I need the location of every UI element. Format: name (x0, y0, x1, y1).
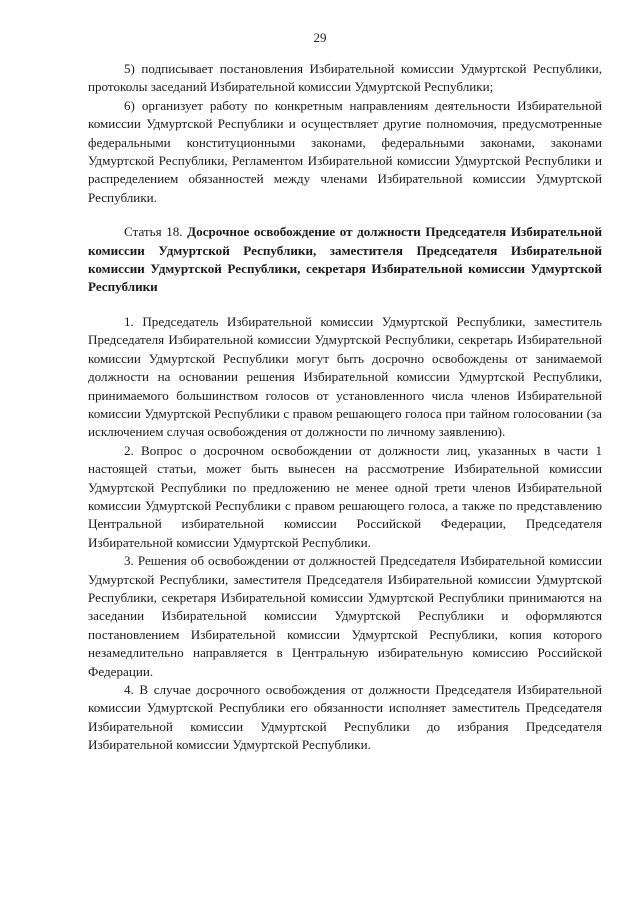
article-heading (88, 223, 602, 297)
article-paragraph-1: 1. Председатель Избирательной комиссии Удмуртской Республики, заместитель Председателя Избирательной комиссии Удмуртской Республики, секретарь Избирательной комиссии Удмуртской Республики могут быть досрочно освобождены от занимаемой должности на основании решения Избирательной комиссии Удмуртской Республики, принимаемого большинством голосов от установленного числа членов Избирательной комиссии Удмуртской Республики с правом решающего голоса при тайном голосовании (за исключением случая освобождения от должности по личному заявлению). (88, 313, 602, 440)
document-body (88, 60, 602, 755)
article-title: Досрочное освобождение от должности Председателя Избирательной комиссии Удмуртской Республики, заместителя Председателя Избирательной комиссии Удмуртской Республики, секретаря Избирательной комиссии Удмуртской Республики (88, 224, 602, 295)
article-paragraph-3: 3. Решения об освобождении от должностей Председателя Избирательной комиссии Удмуртской Республики, заместителя Председателя Избирательной комиссии Удмуртской Республики, секретаря Избирательной комиссии Удмуртской Республики принимаются на заседании Избирательной комиссии Удмуртской Республики и оформляются постановлением Избирательной комиссии Удмуртской Республики, копия которого незамедлительно направляется в Центральную избирательную комиссию Российской Федерации. (88, 553, 602, 679)
article-paragraph-2: 2. Вопрос о досрочном освобождении от должности лиц, указанных в части 1 настоящей статьи, может быть вынесен на рассмотрение Избирательной комиссии Удмуртской Республики по предложению не менее одной трети членов Избирательной комиссии Удмуртской Республики с правом решающего голоса, а также по представлению Центральной избирательной комиссии Российской Федерации, Председателя Избирательной комиссии Удмуртской Республики. (88, 442, 602, 550)
page-number: 29 (313, 30, 327, 45)
list-item-5: 5) подписывает постановления Избирательной комиссии Удмуртской Республики, протоколы заседаний Избирательной комиссии Удмуртской Республики; (88, 61, 602, 95)
list-item-6: 6) организует работу по конкретным направлениям деятельности Избирательной комиссии Удмуртской Республики и осуществляет другие полномочия, предусмотренные федеральными конституционными законами, федеральными законами, законами Удмуртской Республики, Регламентом Избирательной комиссии Удмуртской Республики и распределением обязанностей между членами Избирательной комиссии Удмуртской Республики. (88, 97, 602, 205)
article-label: Статья 18. (124, 224, 183, 240)
article-paragraph-4: 4. В случае досрочного освобождения от должности Председателя Избирательной комиссии Удмуртской Республики его обязанности исполняет заместитель Председателя Избирательной комиссии Удмуртской Республики до избрания Председателя Избирательной комиссии Удмуртской Республики. (88, 682, 602, 753)
